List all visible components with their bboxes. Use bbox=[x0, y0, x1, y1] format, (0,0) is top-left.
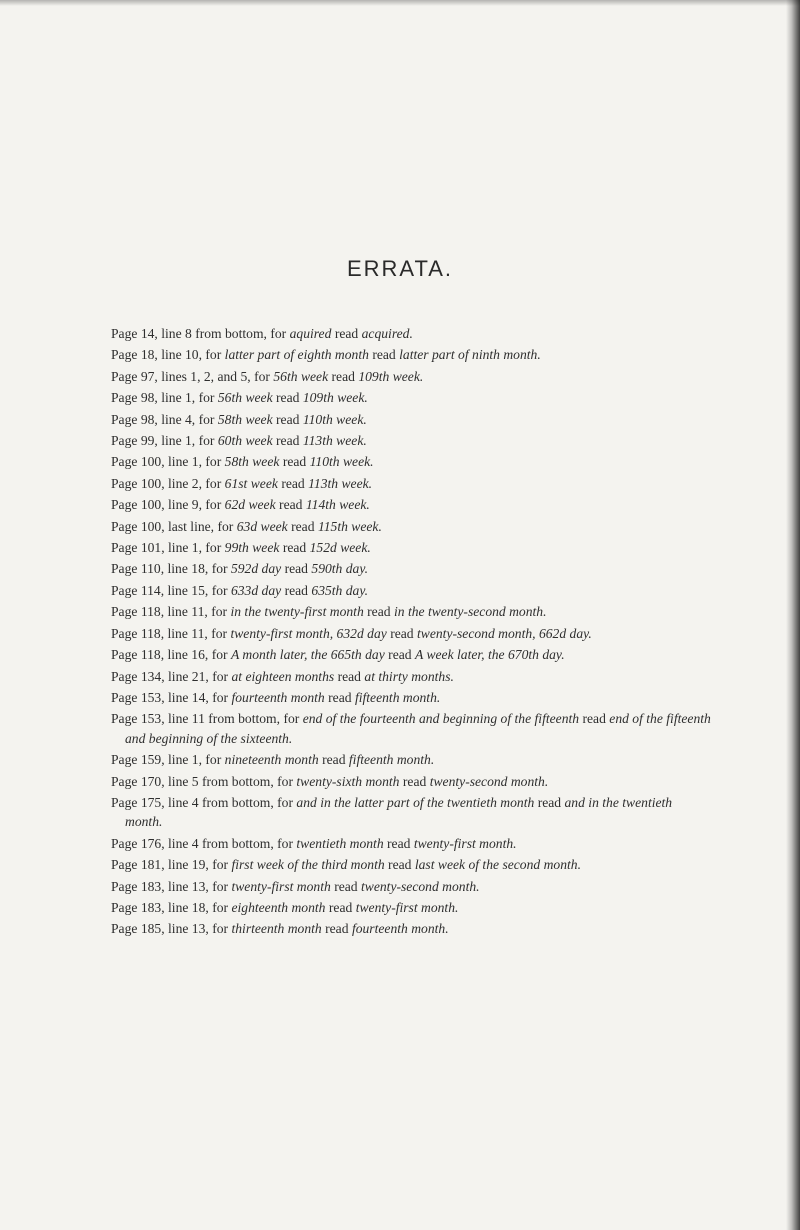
entry-location: Page 118, line 11, bbox=[111, 604, 208, 620]
read-word: read bbox=[387, 835, 411, 851]
read-word: read bbox=[367, 604, 391, 620]
read-word: read bbox=[331, 368, 355, 384]
for-word: for bbox=[198, 390, 215, 406]
read-word: read bbox=[322, 752, 346, 768]
read-word: read bbox=[284, 582, 308, 598]
erroneous-text: 58th week bbox=[224, 454, 280, 470]
corrected-text: twenty-first month. bbox=[413, 835, 517, 851]
erroneous-text: 99th week bbox=[224, 540, 280, 556]
errata-entry bbox=[111, 667, 711, 686]
entry-location: Page 153, line 14, bbox=[111, 689, 209, 705]
erroneous-text: 633d day bbox=[230, 582, 282, 598]
corrected-text: fourteenth month. bbox=[351, 921, 449, 937]
errata-entry bbox=[111, 559, 711, 578]
erroneous-text: eighteenth month bbox=[231, 899, 326, 915]
errata-entry bbox=[111, 581, 711, 600]
corrected-text: 110th week. bbox=[302, 411, 367, 427]
errata-entry bbox=[111, 474, 711, 493]
entry-location: Page 183, line 13, bbox=[111, 878, 209, 894]
read-word: read bbox=[390, 625, 414, 641]
erroneous-text: twentieth month bbox=[296, 835, 384, 851]
erroneous-text: twenty-first month, 632d day bbox=[230, 625, 387, 641]
read-word: read bbox=[276, 411, 300, 427]
for-word: for bbox=[277, 773, 293, 789]
errata-list bbox=[111, 324, 711, 941]
read-word: read bbox=[334, 326, 359, 341]
for-word: for bbox=[211, 582, 228, 598]
page-top-shadow bbox=[0, 0, 800, 6]
entry-location: Page 134, line 21, bbox=[111, 668, 209, 684]
read-word: read bbox=[372, 347, 396, 363]
page-binding-shadow bbox=[786, 0, 800, 1230]
errata-entry bbox=[111, 772, 711, 791]
erroneous-text: 58th week bbox=[217, 411, 273, 427]
errata-entry bbox=[111, 367, 711, 386]
errata-entry bbox=[111, 834, 711, 853]
entry-location: Page 100, line 9, bbox=[111, 497, 202, 513]
for-word: for bbox=[212, 668, 229, 684]
read-word: read bbox=[291, 518, 315, 534]
errata-entry bbox=[111, 538, 711, 557]
read-word: read bbox=[337, 668, 361, 684]
for-word: for bbox=[212, 899, 229, 915]
entry-location: Page 97, lines 1, 2, and 5, bbox=[111, 368, 251, 384]
for-word: for bbox=[212, 857, 229, 873]
erroneous-text: aquired bbox=[289, 326, 332, 341]
entry-location: Page 185, line 13, bbox=[111, 921, 209, 937]
for-word: for bbox=[205, 454, 222, 470]
corrected-text: latter part of ninth month. bbox=[399, 347, 541, 363]
read-word: read bbox=[334, 878, 358, 894]
corrected-text: twenty-second month. bbox=[429, 773, 549, 789]
errata-entry bbox=[111, 855, 711, 874]
entry-location: Page 14, line 8 from bottom, bbox=[111, 326, 267, 341]
entry-location: Page 159, line 1, bbox=[111, 752, 202, 768]
errata-entry bbox=[111, 750, 711, 769]
corrected-text: end of the fifteenth and beginning of the sixteenth. bbox=[125, 711, 711, 746]
errata-entry bbox=[111, 324, 711, 343]
read-word: read bbox=[276, 433, 300, 449]
entry-location: Page 110, line 18, bbox=[111, 561, 209, 577]
for-word: for bbox=[212, 689, 229, 705]
erroneous-text: end of the fourteenth and beginning of the fifteenth bbox=[302, 711, 580, 727]
corrected-text: twenty-first month. bbox=[355, 899, 459, 915]
errata-entry bbox=[111, 431, 711, 450]
for-word: for bbox=[211, 604, 228, 620]
erroneous-text: 63d week bbox=[236, 518, 288, 534]
errata-entry bbox=[111, 410, 711, 429]
corrected-text: twenty-second month. bbox=[361, 878, 480, 894]
corrected-text: fifteenth month. bbox=[354, 689, 441, 705]
entry-location: Page 183, line 18, bbox=[111, 899, 209, 915]
entry-location: Page 100, line 2, bbox=[111, 475, 202, 491]
corrected-text: A week later, the 670th day. bbox=[414, 647, 565, 663]
errata-entry bbox=[111, 898, 711, 917]
errata-entry bbox=[111, 919, 711, 938]
errata-entry bbox=[111, 645, 711, 664]
corrected-text: at thirty months. bbox=[364, 668, 454, 684]
errata-entry bbox=[111, 388, 711, 407]
for-word: for bbox=[217, 518, 234, 534]
erroneous-text: first week of the third month bbox=[231, 857, 385, 873]
corrected-text: 113th week. bbox=[302, 433, 367, 449]
erroneous-text: 592d day bbox=[230, 561, 282, 577]
for-word: for bbox=[211, 647, 228, 663]
for-word: for bbox=[212, 921, 229, 937]
read-word: read bbox=[388, 647, 412, 663]
for-word: for bbox=[205, 475, 222, 491]
read-word: read bbox=[276, 390, 300, 406]
erroneous-text: fourteenth month bbox=[231, 689, 325, 705]
for-word: for bbox=[205, 497, 222, 513]
entry-location: Page 118, line 11, bbox=[111, 625, 208, 641]
for-word: for bbox=[211, 625, 228, 641]
read-word: read bbox=[402, 773, 427, 789]
entry-location: Page 98, line 1, bbox=[111, 390, 196, 406]
for-word: for bbox=[205, 540, 222, 556]
erroneous-text: A month later, the 665th day bbox=[230, 647, 385, 663]
corrected-text: and in the twentieth month. bbox=[125, 794, 673, 830]
read-word: read bbox=[279, 497, 303, 513]
for-word: for bbox=[283, 711, 300, 727]
erroneous-text: 56th week bbox=[217, 390, 273, 406]
errata-entry bbox=[111, 877, 711, 896]
errata-entry bbox=[111, 602, 711, 621]
errata-entry bbox=[111, 517, 711, 536]
erroneous-text: 60th week bbox=[217, 433, 273, 449]
entry-location: Page 99, line 1, bbox=[111, 433, 196, 449]
entry-location: Page 114, line 15, bbox=[111, 582, 209, 598]
errata-entry bbox=[111, 624, 711, 643]
corrected-text: last week of the second month. bbox=[414, 857, 581, 873]
entry-location: Page 176, line 4 from bottom, bbox=[111, 835, 274, 851]
entry-location: Page 100, line 1, bbox=[111, 454, 202, 470]
read-word: read bbox=[284, 561, 308, 577]
for-word: for bbox=[277, 835, 293, 851]
for-word: for bbox=[270, 326, 287, 341]
corrected-text: in the twenty-second month. bbox=[393, 604, 547, 620]
read-word: read bbox=[281, 475, 305, 491]
read-word: read bbox=[328, 899, 353, 915]
corrected-text: twenty-second month, 662d day. bbox=[417, 625, 592, 641]
read-word: read bbox=[282, 540, 307, 556]
erroneous-text: 61st week bbox=[224, 475, 278, 491]
read-word: read bbox=[537, 794, 562, 810]
entry-location: Page 153, line 11 from bottom, bbox=[111, 711, 281, 727]
errata-entry bbox=[111, 452, 711, 471]
entry-location: Page 100, last line, bbox=[111, 518, 215, 534]
corrected-text: 110th week. bbox=[309, 454, 374, 470]
erroneous-text: and in the latter part of the twentieth month bbox=[296, 794, 535, 810]
corrected-text: acquired. bbox=[361, 326, 413, 341]
for-word: for bbox=[205, 347, 222, 363]
corrected-text: 635th day. bbox=[311, 582, 369, 598]
entry-location: Page 18, line 10, bbox=[111, 347, 202, 363]
read-word: read bbox=[328, 689, 352, 705]
for-word: for bbox=[198, 433, 215, 449]
erroneous-text: in the twenty-first month bbox=[230, 604, 364, 620]
errata-entry bbox=[111, 495, 711, 514]
corrected-text: 114th week. bbox=[305, 497, 370, 513]
read-word: read bbox=[388, 857, 412, 873]
erroneous-text: twenty-first month bbox=[231, 878, 331, 894]
page-title: ERRATA. bbox=[346, 256, 454, 281]
read-word: read bbox=[325, 921, 349, 937]
corrected-text: 152d week. bbox=[309, 540, 371, 556]
for-word: for bbox=[254, 368, 270, 384]
errata-entry bbox=[111, 793, 711, 832]
corrected-text: 109th week. bbox=[302, 390, 368, 406]
errata-entry bbox=[111, 345, 711, 364]
for-word: for bbox=[277, 794, 293, 810]
erroneous-text: twenty-sixth month bbox=[296, 773, 400, 789]
errata-entry bbox=[111, 688, 711, 707]
corrected-text: 590th day. bbox=[311, 561, 369, 577]
entry-location: Page 181, line 19, bbox=[111, 857, 209, 873]
entry-location: Page 101, line 1, bbox=[111, 540, 202, 556]
corrected-text: 115th week. bbox=[317, 518, 382, 534]
corrected-text: 109th week. bbox=[358, 368, 424, 384]
erroneous-text: nineteenth month bbox=[224, 752, 319, 768]
corrected-text: 113th week. bbox=[308, 475, 373, 491]
entry-location: Page 118, line 16, bbox=[111, 647, 209, 663]
erroneous-text: 62d week bbox=[224, 497, 276, 513]
errata-entry bbox=[111, 709, 711, 748]
read-word: read bbox=[582, 711, 606, 727]
for-word: for bbox=[212, 878, 229, 894]
entry-location: Page 170, line 5 from bottom, bbox=[111, 773, 274, 789]
for-word: for bbox=[205, 752, 222, 768]
erroneous-text: 56th week bbox=[273, 368, 329, 384]
corrected-text: fifteenth month. bbox=[348, 752, 435, 768]
erroneous-text: latter part of eighth month bbox=[224, 347, 369, 363]
erroneous-text: at eighteen months bbox=[231, 668, 335, 684]
erroneous-text: thirteenth month bbox=[231, 921, 322, 937]
for-word: for bbox=[211, 561, 228, 577]
entry-location: Page 98, line 4, bbox=[111, 411, 196, 427]
entry-location: Page 175, line 4 from bottom, bbox=[111, 794, 274, 810]
for-word: for bbox=[198, 411, 215, 427]
read-word: read bbox=[282, 454, 307, 470]
